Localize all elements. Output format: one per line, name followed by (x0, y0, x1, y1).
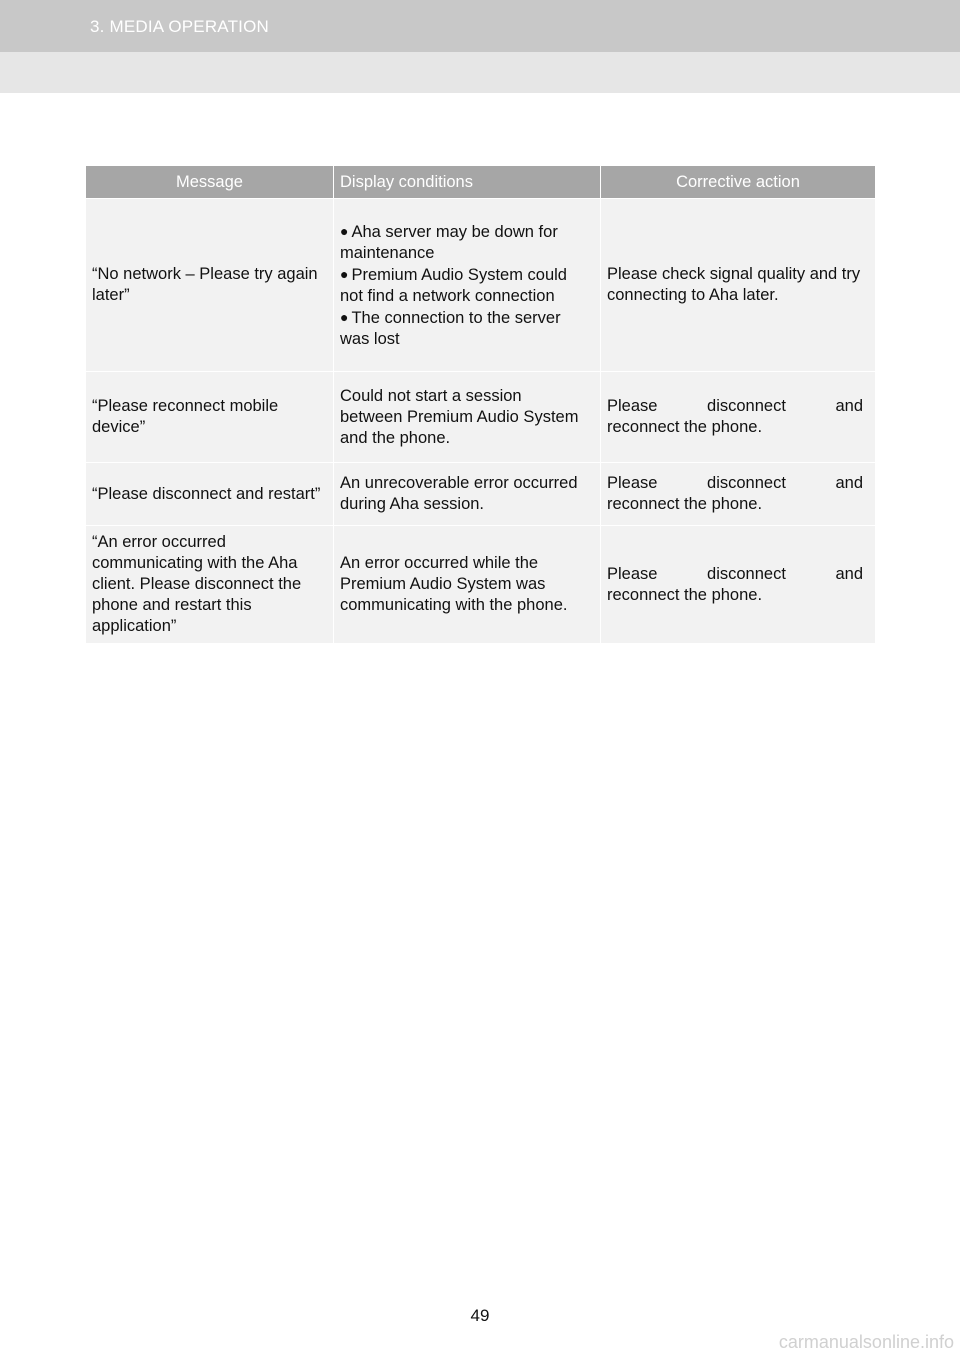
table-row (86, 526, 876, 644)
action-line: Please disconnect and (607, 564, 863, 583)
bullet-icon: ● (340, 222, 349, 239)
table-row (86, 463, 876, 526)
action-cell: Please check signal quality and try connecting to Aha later. (601, 199, 876, 372)
header-bar (0, 0, 960, 52)
condition-item: ● Aha server may be down for maintenance (340, 222, 558, 262)
page-number: 49 (470, 1306, 490, 1325)
action-line: reconnect the phone. (607, 495, 763, 513)
table-row (86, 199, 876, 372)
conditions-cell (334, 199, 601, 372)
action-line: Please disconnect and (607, 474, 863, 492)
section-title: 3. MEDIA OPERATION (90, 17, 269, 36)
conditions-cell: Could not start a session between Premium Audio System and the phone. (334, 372, 601, 463)
action-line: reconnect the phone. (607, 585, 763, 604)
conditions-cell: An error occurred while the Premium Audio System was communicating with the phone. (334, 526, 601, 644)
bullet-icon: ● (340, 308, 349, 325)
message-cell: “An error occurred communicating with the Aha client. Please disconnect the phone and restart this application” (86, 526, 334, 644)
action-cell (601, 463, 876, 526)
message-cell: “No network – Please try again later” (86, 199, 334, 372)
message-cell: “Please reconnect mobile device” (86, 372, 334, 463)
action-line: Please disconnect and (607, 397, 863, 415)
messages-table (85, 165, 876, 644)
condition-item: ● The connection to the server was lost (340, 308, 561, 348)
condition-item: ● Premium Audio System could not find a network connection (340, 265, 567, 305)
column-header-corrective-action: Corrective action (601, 166, 876, 199)
action-cell (601, 372, 876, 463)
sub-header-bar (0, 52, 960, 93)
table-row (86, 372, 876, 463)
bullet-icon: ● (340, 265, 349, 282)
column-header-display-conditions: Display conditions (334, 166, 601, 199)
conditions-cell: An unrecoverable error occurred during Aha session. (334, 463, 601, 526)
message-cell: “Please disconnect and restart” (86, 463, 334, 526)
watermark: carmanualsonline.info (778, 1332, 954, 1352)
action-cell (601, 526, 876, 644)
column-header-message: Message (86, 166, 334, 199)
action-line: reconnect the phone. (607, 418, 763, 436)
table-header-row (86, 166, 876, 199)
